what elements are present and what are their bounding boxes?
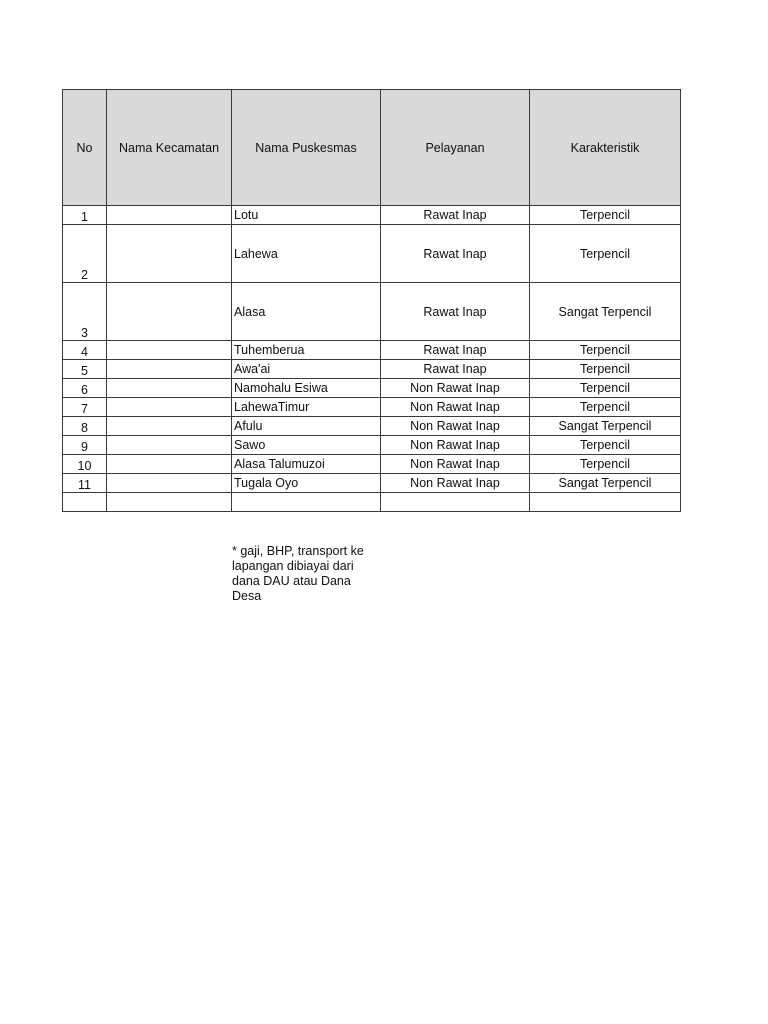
cell-pelayanan: Rawat Inap bbox=[381, 225, 530, 283]
table-row bbox=[63, 379, 681, 398]
cell-no: 4 bbox=[63, 341, 107, 360]
cell-nama-kecamatan bbox=[107, 360, 232, 379]
cell-nama-puskesmas bbox=[232, 493, 381, 512]
cell-no: 8 bbox=[63, 417, 107, 436]
table-header-row bbox=[63, 90, 681, 206]
cell-nama-kecamatan bbox=[107, 341, 232, 360]
cell-karakteristik: Terpencil bbox=[530, 225, 681, 283]
table-row bbox=[63, 436, 681, 455]
cell-no: 11 bbox=[63, 474, 107, 493]
table-row bbox=[63, 474, 681, 493]
cell-nama-kecamatan bbox=[107, 283, 232, 341]
table-row bbox=[63, 455, 681, 474]
header-pelayanan: Pelayanan bbox=[381, 90, 530, 206]
cell-nama-puskesmas: Namohalu Esiwa bbox=[232, 379, 381, 398]
cell-nama-puskesmas: Alasa Talumuzoi bbox=[232, 455, 381, 474]
cell-pelayanan: Non Rawat Inap bbox=[381, 474, 530, 493]
cell-nama-puskesmas: Alasa bbox=[232, 283, 381, 341]
cell-nama-kecamatan bbox=[107, 455, 232, 474]
cell-nama-kecamatan bbox=[107, 379, 232, 398]
cell-nama-kecamatan bbox=[107, 206, 232, 225]
cell-no: 3 bbox=[63, 283, 107, 341]
cell-no: 1 bbox=[63, 206, 107, 225]
cell-no: 7 bbox=[63, 398, 107, 417]
cell-no: 5 bbox=[63, 360, 107, 379]
cell-karakteristik: Terpencil bbox=[530, 455, 681, 474]
cell-pelayanan: Non Rawat Inap bbox=[381, 398, 530, 417]
cell-pelayanan: Non Rawat Inap bbox=[381, 379, 530, 398]
cell-nama-kecamatan bbox=[107, 436, 232, 455]
table-row bbox=[63, 398, 681, 417]
cell-karakteristik: Sangat Terpencil bbox=[530, 417, 681, 436]
cell-karakteristik: Sangat Terpencil bbox=[530, 283, 681, 341]
cell-pelayanan: Rawat Inap bbox=[381, 206, 530, 225]
cell-pelayanan: Rawat Inap bbox=[381, 341, 530, 360]
cell-nama-puskesmas: LahewaTimur bbox=[232, 398, 381, 417]
cell-pelayanan: Rawat Inap bbox=[381, 283, 530, 341]
cell-no: 2 bbox=[63, 225, 107, 283]
cell-no: 10 bbox=[63, 455, 107, 474]
table-row bbox=[63, 225, 681, 283]
puskesmas-table bbox=[62, 89, 681, 512]
cell-no bbox=[63, 493, 107, 512]
table-row bbox=[63, 360, 681, 379]
cell-nama-puskesmas: Afulu bbox=[232, 417, 381, 436]
cell-karakteristik: Terpencil bbox=[530, 436, 681, 455]
cell-karakteristik bbox=[530, 493, 681, 512]
table-row bbox=[63, 283, 681, 341]
cell-nama-puskesmas: Tugala Oyo bbox=[232, 474, 381, 493]
cell-pelayanan: Rawat Inap bbox=[381, 360, 530, 379]
cell-karakteristik: Terpencil bbox=[530, 360, 681, 379]
cell-pelayanan: Non Rawat Inap bbox=[381, 417, 530, 436]
table-row bbox=[63, 206, 681, 225]
cell-nama-kecamatan bbox=[107, 225, 232, 283]
header-karakteristik: Karakteristik bbox=[530, 90, 681, 206]
cell-pelayanan bbox=[381, 493, 530, 512]
cell-pelayanan: Non Rawat Inap bbox=[381, 436, 530, 455]
cell-nama-kecamatan bbox=[107, 474, 232, 493]
header-no: No bbox=[63, 90, 107, 206]
cell-karakteristik: Terpencil bbox=[530, 341, 681, 360]
cell-nama-puskesmas: Sawo bbox=[232, 436, 381, 455]
cell-nama-kecamatan bbox=[107, 417, 232, 436]
footnote: * gaji, BHP, transport ke lapangan dibiayai dari dana DAU atau Dana Desa bbox=[232, 544, 364, 603]
cell-nama-puskesmas: Awa'ai bbox=[232, 360, 381, 379]
cell-karakteristik: Sangat Terpencil bbox=[530, 474, 681, 493]
table-row bbox=[63, 417, 681, 436]
cell-karakteristik: Terpencil bbox=[530, 398, 681, 417]
cell-no: 6 bbox=[63, 379, 107, 398]
cell-pelayanan: Non Rawat Inap bbox=[381, 455, 530, 474]
cell-nama-puskesmas: Lahewa bbox=[232, 225, 381, 283]
cell-nama-puskesmas: Lotu bbox=[232, 206, 381, 225]
cell-nama-kecamatan bbox=[107, 398, 232, 417]
table-row-empty bbox=[63, 493, 681, 512]
cell-no: 9 bbox=[63, 436, 107, 455]
header-nama-kecamatan: Nama Kecamatan bbox=[107, 90, 232, 206]
cell-nama-puskesmas: Tuhemberua bbox=[232, 341, 381, 360]
cell-nama-kecamatan bbox=[107, 493, 232, 512]
cell-karakteristik: Terpencil bbox=[530, 206, 681, 225]
cell-karakteristik: Terpencil bbox=[530, 379, 681, 398]
header-nama-puskesmas: Nama Puskesmas bbox=[232, 90, 381, 206]
table-row bbox=[63, 341, 681, 360]
